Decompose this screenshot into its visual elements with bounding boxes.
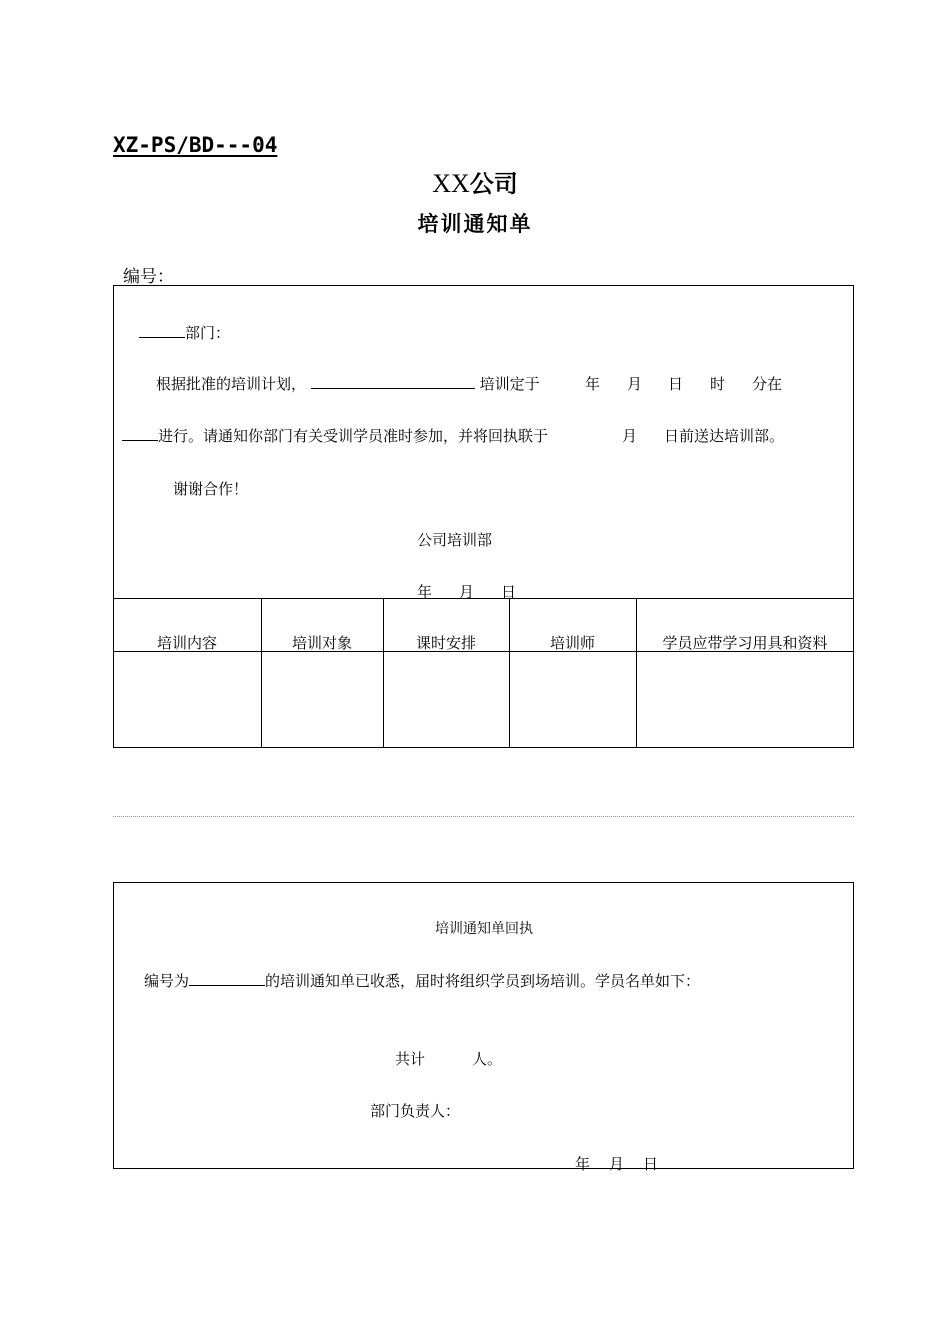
location-text: 进行。请通知你部门有关受训学员准时参加，并将回执联于	[158, 427, 549, 445]
hour-label: 时	[710, 375, 726, 393]
dept-head-label: 部门负责人：	[370, 1102, 461, 1120]
cell-training-target[interactable]	[262, 652, 383, 747]
receipt-ack-line	[144, 970, 700, 991]
location-blank[interactable]	[122, 426, 158, 441]
notice-date-month: 月	[459, 583, 475, 601]
receipt-number-label: 编号为	[144, 972, 190, 990]
department-line	[139, 322, 230, 343]
signer-text: 公司培训部	[417, 531, 493, 549]
header-materials: 学员应带学习用具和资料	[662, 634, 828, 652]
company-name	[0, 164, 950, 199]
thanks-text: 谢谢合作！	[173, 480, 249, 498]
return-month-label: 月	[622, 427, 638, 445]
receipt-ack-text: 的培训通知单已收悉，届时将组织学员到场培训。学员名单如下：	[265, 972, 701, 990]
header-training-target: 培训对象	[291, 634, 352, 652]
cell-trainer[interactable]	[510, 652, 636, 747]
plan-text: 根据批准的培训计划，	[156, 375, 307, 393]
cell-training-content[interactable]	[114, 652, 261, 747]
company-suffix: 公司	[469, 170, 518, 198]
return-day-text: 日前送达培训部。	[664, 427, 785, 445]
company-prefix: XX	[432, 169, 470, 198]
notice-date-year: 年	[417, 583, 433, 601]
receipt-date-month: 月	[609, 1155, 625, 1173]
training-name-blank[interactable]	[311, 374, 475, 389]
header-trainer: 培训师	[549, 634, 595, 652]
department-blank[interactable]	[139, 323, 185, 338]
receipt-number-blank[interactable]	[189, 971, 265, 986]
form-title: 培训通知单	[417, 212, 533, 236]
header-training-content: 培训内容	[156, 634, 217, 652]
scheduled-text: 培训定于	[479, 375, 540, 393]
notice-line-location	[122, 425, 548, 446]
receipt-title: 培训通知单回执	[435, 921, 533, 937]
day-label: 日	[668, 375, 684, 393]
notice-line-schedule	[156, 373, 540, 394]
month-label: 月	[627, 375, 643, 393]
document-code: XZ-PS/BD---04	[113, 133, 278, 157]
cell-schedule[interactable]	[384, 652, 509, 747]
receipt-date-year: 年	[575, 1155, 591, 1173]
notice-date-day: 日	[501, 583, 517, 601]
table-top-border	[113, 598, 854, 599]
cut-line	[113, 816, 854, 817]
department-label: 部门：	[185, 324, 231, 342]
serial-number-label: 编号：	[123, 267, 174, 287]
total-label: 共计	[395, 1050, 426, 1068]
cell-materials[interactable]	[637, 652, 853, 747]
header-schedule: 课时安排	[415, 634, 476, 652]
minute-label: 分在	[752, 375, 783, 393]
year-label: 年	[585, 375, 601, 393]
receipt-date-day: 日	[643, 1155, 659, 1173]
total-unit: 人。	[472, 1050, 503, 1068]
